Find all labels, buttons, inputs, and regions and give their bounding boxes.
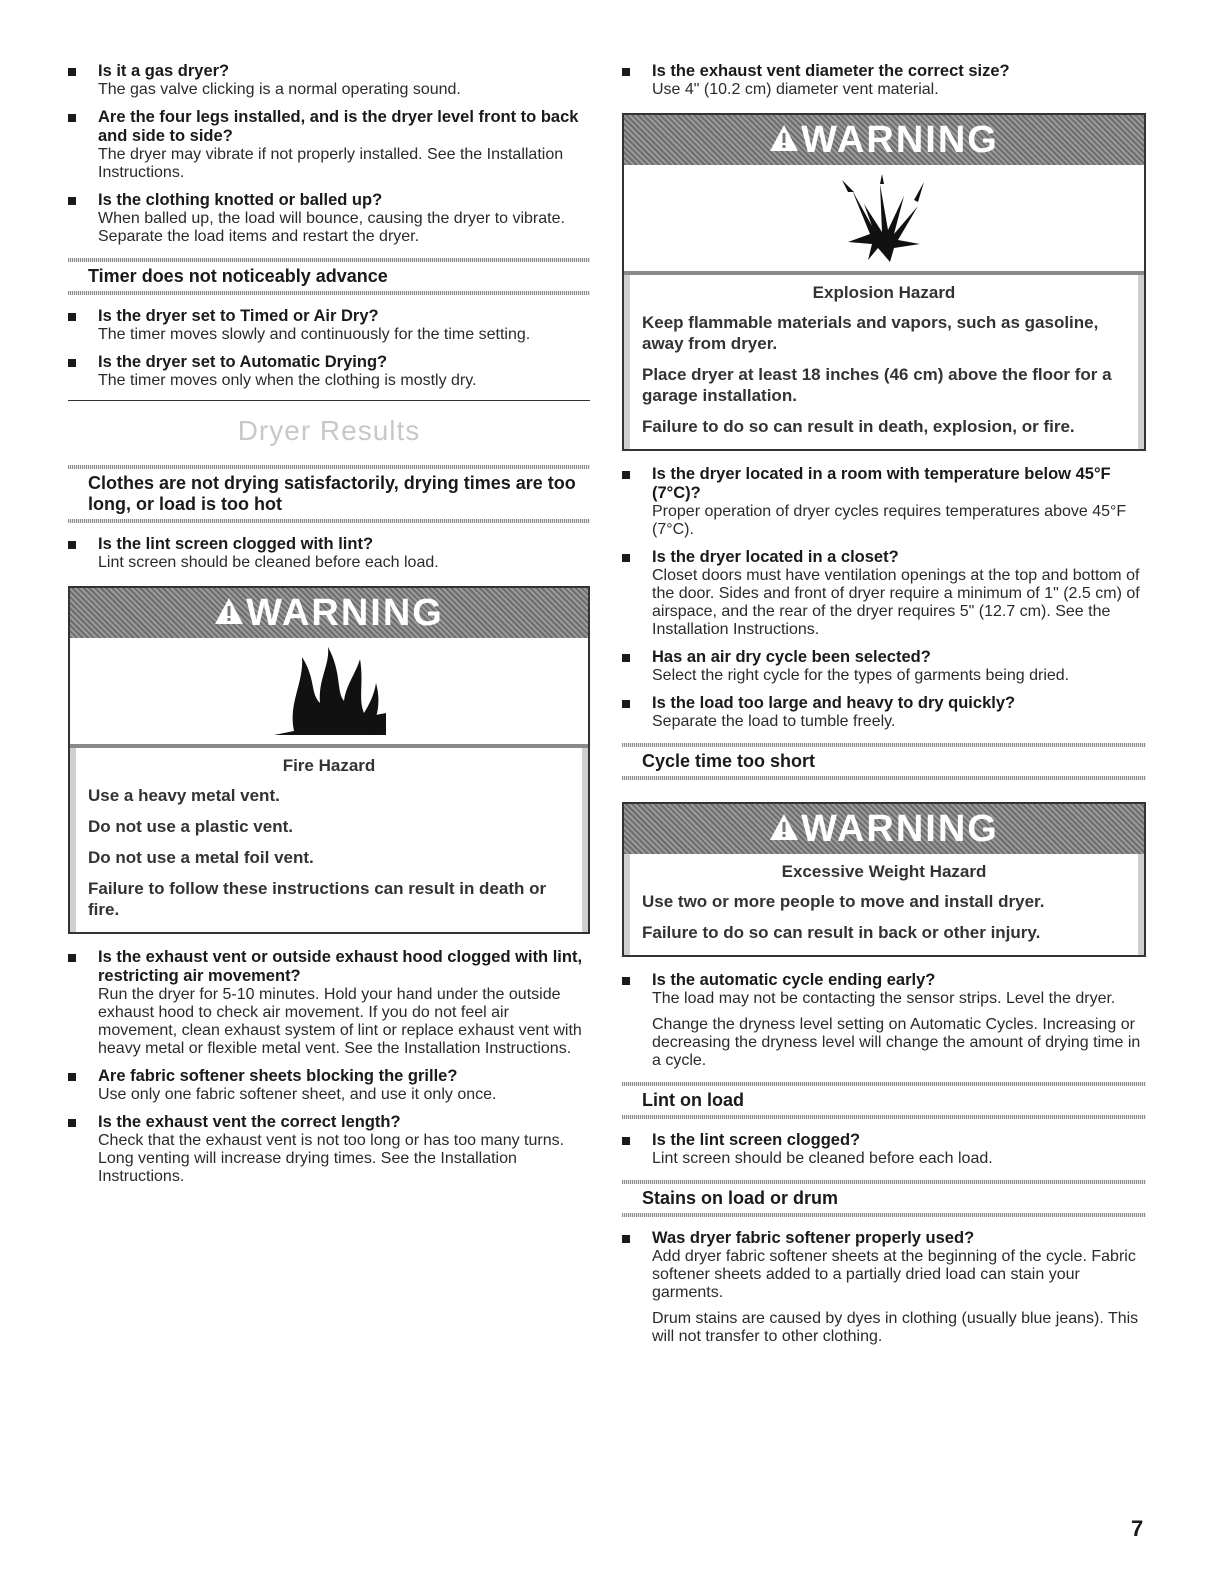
dotted-rule (622, 776, 1146, 780)
answer: The timer moves slowly and continuously for the time setting. (98, 326, 531, 343)
right-column (622, 62, 1146, 1355)
list-item (622, 1229, 1146, 1346)
answer: Use only one fabric softener sheet, and use it only once. (98, 1086, 497, 1103)
warning-line: Use two or more people to move and install dryer. (642, 892, 1045, 911)
subheading-text: Cycle time too short (642, 751, 816, 771)
list-item (68, 1067, 590, 1104)
answer: Drum stains are caused by dyes in clothing (usually blue jeans). This will not transfer to other clothing. (652, 1310, 1139, 1345)
question: Is the exhaust vent or outside exhaust hood clogged with lint, restricting air movement? (98, 948, 583, 985)
warning-title: WARNING (246, 591, 444, 634)
warning-line: Keep flammable materials and vapors, such as gasoline, away from dryer. (642, 313, 1099, 353)
subheading-lint (622, 1082, 1146, 1119)
subheading-clothes (68, 465, 590, 523)
warning-line: Place dryer at least 18 inches (46 cm) above the floor for a garage installation. (642, 365, 1112, 405)
warning-triangle-icon (769, 808, 799, 851)
warning-line: Failure to do so can result in back or other injury. (642, 923, 1041, 942)
question: Is the exhaust vent diameter the correct size? (652, 62, 1010, 80)
question: Is the dryer located in a closet? (652, 548, 899, 566)
list-item (622, 694, 1146, 731)
fire-warning-box (68, 586, 590, 934)
question: Has an air dry cycle been selected? (652, 648, 931, 666)
list-item (622, 971, 1146, 1070)
list-item (68, 353, 590, 390)
answer: The timer moves only when the clothing is mostly dry. (98, 372, 477, 389)
answer: Add dryer fabric softener sheets at the beginning of the cycle. Fabric softener sheets added to a partially dried load can stain your garments. (652, 1248, 1136, 1301)
section-divider (68, 400, 590, 401)
subheading-timer (68, 258, 590, 295)
warning-line: Failure to do so can result in death, explosion, or fire. (642, 417, 1075, 436)
warning-body (624, 275, 1144, 449)
warning-line: Do not use a plastic vent. (88, 817, 293, 836)
warning-triangle-icon (214, 592, 244, 635)
section-title: Dryer Results (237, 415, 421, 446)
list-item (68, 191, 590, 246)
list-item (68, 62, 590, 99)
answer: The gas valve clicking is a normal operating sound. (98, 81, 461, 98)
answer: Lint screen should be cleaned before each load. (98, 554, 439, 571)
dotted-rule (68, 519, 590, 523)
warning-header (70, 588, 588, 638)
question: Was dryer fabric softener properly used? (652, 1229, 975, 1247)
answer: Check that the exhaust vent is not too long or has too many turns. Long venting will increase drying times. See the Installation Instructions. (98, 1132, 565, 1185)
explosion-warning-box (622, 113, 1146, 451)
answer: Proper operation of dryer cycles requires temperatures above 45°F (7°C). (652, 503, 1127, 538)
list-item (622, 648, 1146, 685)
subheading-text: Clothes are not drying satisfactorily, drying times are too long, or load is too hot (88, 473, 576, 514)
answer: Lint screen should be cleaned before each load. (652, 1150, 993, 1167)
list-item (68, 948, 590, 1058)
list-item (622, 1131, 1146, 1168)
answer: The dryer may vibrate if not properly installed. See the Installation Instructions. (98, 146, 564, 181)
question: Is it a gas dryer? (98, 62, 230, 80)
question: Is the automatic cycle ending early? (652, 971, 936, 989)
question: Is the exhaust vent the correct length? (98, 1113, 401, 1131)
fire-icon (70, 638, 588, 748)
warning-triangle-icon (769, 119, 799, 162)
warning-title: WARNING (801, 807, 999, 850)
answer: The load may not be contacting the sensor strips. Level the dryer. (652, 990, 1116, 1007)
warning-body (70, 748, 588, 932)
subheading-cycle (622, 743, 1146, 780)
question: Are fabric softener sheets blocking the grille? (98, 1067, 458, 1085)
subheading-text: Stains on load or drum (642, 1188, 839, 1208)
answer: Closet doors must have ventilation openings at the top and bottom of the door. Sides and front of dryer require a minimum of 1" (2.5 cm) of airspace, and the rear of the dryer requires 5" (12.7 cm). See the Installation Instructions. (652, 567, 1140, 638)
question: Is the lint screen clogged with lint? (98, 535, 374, 553)
subheading-text: Timer does not noticeably advance (88, 266, 388, 286)
dotted-rule (622, 1213, 1146, 1217)
list-item (68, 535, 590, 572)
question: Are the four legs installed, and is the dryer level front to back and side to side? (98, 108, 579, 145)
subheading-stains (622, 1180, 1146, 1217)
question: Is the dryer set to Automatic Drying? (98, 353, 388, 371)
weight-warning-box (622, 802, 1146, 957)
question: Is the dryer located in a room with temperature below 45°F (7°C)? (652, 465, 1111, 502)
hazard-name: Explosion Hazard (812, 283, 956, 302)
question: Is the load too large and heavy to dry quickly? (652, 694, 1016, 712)
list-item (622, 548, 1146, 639)
warning-line: Use a heavy metal vent. (88, 786, 280, 805)
hazard-name: Fire Hazard (282, 756, 376, 775)
answer: Run the dryer for 5-10 minutes. Hold your hand under the outside exhaust hood to check air movement. If you do not feel air movement, clean exhaust system of lint or replace exhaust vent with heavy metal or flexible metal vent. See the Installation Instructions. (98, 986, 582, 1057)
dotted-rule (68, 291, 590, 295)
list-item (68, 108, 590, 182)
list-item (68, 1113, 590, 1186)
hazard-name: Excessive Weight Hazard (781, 862, 987, 881)
left-column (68, 62, 590, 1195)
warning-header (624, 804, 1144, 854)
list-item (622, 465, 1146, 539)
page-number: 7 (1131, 1516, 1144, 1541)
explosion-icon (624, 165, 1144, 275)
question: Is the dryer set to Timed or Air Dry? (98, 307, 379, 325)
warning-title: WARNING (801, 118, 999, 161)
list-item (622, 62, 1146, 99)
warning-line: Failure to follow these instructions can result in death or fire. (88, 879, 547, 919)
warning-line: Do not use a metal foil vent. (88, 848, 314, 867)
answer: Select the right cycle for the types of garments being dried. (652, 667, 1070, 684)
answer: When balled up, the load will bounce, causing the dryer to vibrate. Separate the load items and restart the dryer. (98, 210, 565, 245)
list-item (68, 307, 590, 344)
warning-header (624, 115, 1144, 165)
question: Is the clothing knotted or balled up? (98, 191, 383, 209)
question: Is the lint screen clogged? (652, 1131, 861, 1149)
answer: Change the dryness level setting on Automatic Cycles. Increasing or decreasing the dryness level will change the amount of drying time in a cycle. (652, 1016, 1141, 1069)
dotted-rule (622, 1115, 1146, 1119)
warning-body (624, 854, 1144, 955)
answer: Use 4" (10.2 cm) diameter vent material. (652, 81, 939, 98)
subheading-text: Lint on load (642, 1090, 744, 1110)
answer: Separate the load to tumble freely. (652, 713, 896, 730)
